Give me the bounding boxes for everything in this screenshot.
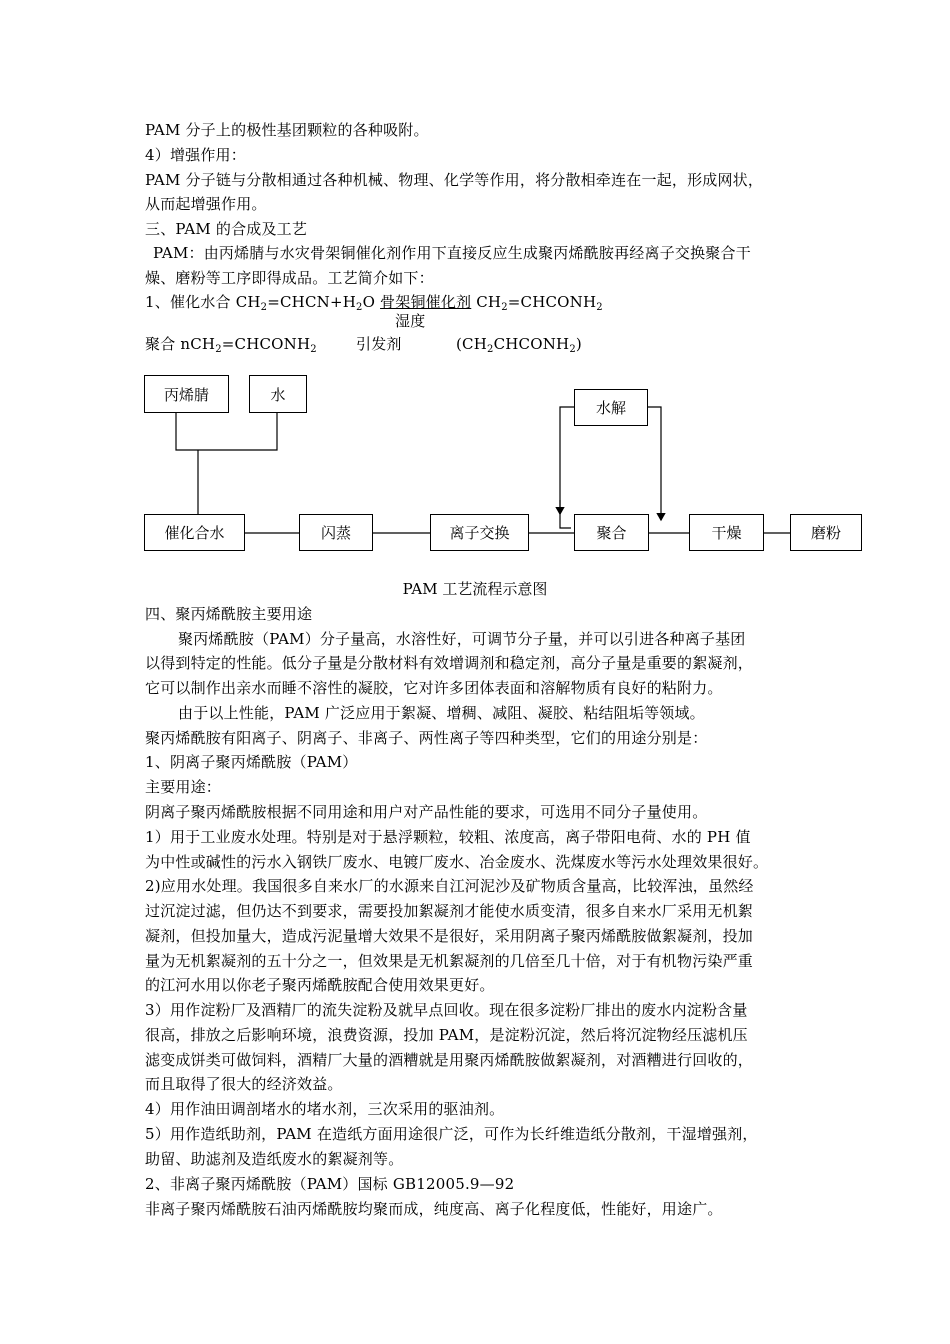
arrow-from-hydrolysis	[646, 407, 661, 520]
paragraph-line: 1）用于工业废水处理。特别是对于悬浮颗粒，较粗、浓度高，离子带阳电荷、水的 PH 值	[145, 828, 751, 846]
paragraph-line: 聚丙烯酰胺（PAM）分子量高，水溶性好，可调节分子量，并可以引进各种离子基团	[178, 630, 746, 648]
paragraph-line: 由于以上性能，PAM 广泛应用于絮凝、增稠、减阻、凝胶、粘结阻垢等领域。	[178, 704, 705, 722]
paragraph-line: 5）用作造纸助剂，PAM 在造纸方面用途很广泛，可作为长纤维造纸分散剂，干湿增强剂，	[145, 1125, 758, 1143]
section-heading-synthesis: 三、PAM 的合成及工艺	[145, 220, 308, 238]
eq2-text: (CH	[456, 335, 488, 353]
eq1-product: CH	[476, 293, 502, 311]
paragraph-line: 过沉淀过滤，但仍达不到要求，需要投加絮凝剂才能使水质变清，很多自来水厂采用无机絮	[145, 902, 754, 920]
arrow-to-polymerization-left	[560, 407, 574, 528]
paragraph-line: 滤变成饼类可做饲料，酒精厂大量的酒糟就是用聚丙烯酰胺做絮凝剂，对酒糟进行回收的，	[145, 1051, 754, 1069]
paragraph-line: 非离子聚丙烯酰胺石油丙烯酰胺均聚而成，纯度高、离子化程度低，性能好，用途广。	[145, 1200, 723, 1218]
paragraph-line: 为中性或碱性的污水入钢铁厂废水、电镀厂废水、冶金废水、洗煤废水等污水处理效果很好。	[145, 853, 769, 871]
flow-node-milling: 磨粉	[790, 514, 862, 551]
paragraph-line: 主要用途：	[145, 778, 222, 796]
eq1-sub: 2	[260, 302, 268, 313]
equation-polymerization	[145, 332, 317, 356]
eq2-text: =CHCONH	[221, 335, 311, 353]
flow-node-acrylonitrile: 丙烯腈	[144, 375, 229, 413]
paragraph-line: 量为无机絮凝剂的五十分之一，但效果是无机絮凝剂的几倍至几十倍，对于有机物污染严重	[145, 952, 754, 970]
eq2-text: CHCONH	[493, 335, 570, 353]
flow-node-flash-evaporation: 闪蒸	[299, 514, 373, 551]
subheading-enhancement: 4）增强作用：	[145, 146, 246, 164]
flow-node-ion-exchange: 离子交换	[430, 514, 529, 551]
paragraph-line: 的江河水用以你老子聚丙烯酰胺配合使用效果更好。	[145, 976, 495, 994]
paragraph-line: 而且取得了很大的经济效益。	[145, 1075, 343, 1093]
paragraph-line: 很高，排放之后影响环境，浪费资源，投加 PAM，是淀粉沉淀，然后将沉淀物经压滤机压	[145, 1026, 748, 1044]
paragraph-line: 聚丙烯酰胺有阳离子、阴离子、非离子、两性离子等四种类型，它们的用途分别是：	[145, 729, 708, 747]
equation-catalytic-hydration	[145, 290, 603, 314]
eq1-sub: 2	[596, 302, 603, 313]
paragraph-line: 燥、磨粉等工序即得成品。工艺简介如下：	[145, 269, 434, 287]
flow-node-hydrolysis: 水解	[574, 389, 648, 426]
eq1-text: =CHCN+H	[267, 293, 357, 311]
paragraph-line: PAM 分子链与分散相通过各种机械、物理、化学等作用，将分散相牵连在一起，形成网状，	[145, 171, 764, 189]
section-heading-uses: 四、聚丙烯酰胺主要用途	[145, 605, 313, 623]
paragraph-line: 3）用作淀粉厂及酒精厂的流失淀粉及就早点回收。现在很多淀粉厂排出的废水内淀粉含量	[145, 1001, 748, 1019]
eq1-catalyst: 骨架铜催化剂	[380, 293, 472, 311]
flow-node-drying: 干燥	[689, 514, 764, 551]
paragraph-line: 2)应用水处理。我国很多自来水厂的水源来自江河泥沙及矿物质含量高，比较浑浊，虽然经	[145, 877, 754, 895]
paragraph-line: 凝剂，但投加量大，造成污泥量增大效果不是很好，采用阴离子聚丙烯酰胺做絮凝剂，投加	[145, 927, 754, 945]
flow-node-catalytic-hydration: 催化合水	[144, 514, 245, 551]
paragraph-line: 阴离子聚丙烯酰胺根据不同用途和用户对产品性能的要求，可选用不同分子量使用。	[145, 803, 708, 821]
paragraph-line: 它可以制作出亲水而睡不溶性的凝胶，它对许多团体表面和溶解物质有良好的粘附力。	[145, 679, 723, 697]
flow-node-polymerization: 聚合	[574, 514, 649, 551]
connector-water	[198, 413, 277, 450]
eq1-sub: 2	[356, 302, 363, 313]
subheading-anionic: 1、阴离子聚丙烯酰胺（PAM）	[145, 753, 358, 771]
paragraph-line: 助留、助滤剂及造纸废水的絮凝剂等。	[145, 1150, 404, 1168]
connector-acrylonitrile	[176, 413, 198, 450]
eq2-product	[456, 332, 582, 356]
paragraph-line: 4）用作油田调剖堵水的堵水剂，三次采用的驱油剂。	[145, 1100, 505, 1118]
paragraph-line: 以得到特定的性能。低分子量是分散材料有效增调剂和稳定剂，高分子量是重要的絮凝剂，	[145, 654, 754, 672]
subheading-nonionic: 2、非离子聚丙烯酰胺（PAM）国标 GB12005.9—92	[145, 1175, 515, 1193]
flow-node-water: 水	[249, 375, 307, 413]
eq1-text: =CHCONH	[507, 293, 597, 311]
paragraph-line: PAM：由丙烯腈与水灾骨架铜催化剂作用下直接反应生成聚丙烯酰胺再经离子交换聚合干	[153, 244, 751, 262]
eq2-sub: 2	[569, 344, 576, 355]
paragraph-line: PAM 分子上的极性基团颗粒的各种吸附。	[145, 121, 429, 139]
eq1-condition: 湿度	[395, 312, 426, 330]
eq1-text: O	[362, 293, 376, 311]
eq1-sub: 2	[501, 302, 508, 313]
eq1-prefix: 1、催化水合 CH	[145, 293, 261, 311]
eq2-sub: 2	[310, 344, 317, 355]
eq2-initiator: 引发剂	[356, 335, 402, 353]
paragraph-line: 从而起增强作用。	[145, 195, 267, 213]
eq2-sub: 2	[487, 344, 494, 355]
eq2-sub: 2	[215, 344, 222, 355]
flowchart-caption: PAM 工艺流程示意图	[402, 580, 548, 598]
eq2-prefix: 聚合 nCH	[145, 335, 216, 353]
eq2-text: )	[575, 335, 582, 353]
